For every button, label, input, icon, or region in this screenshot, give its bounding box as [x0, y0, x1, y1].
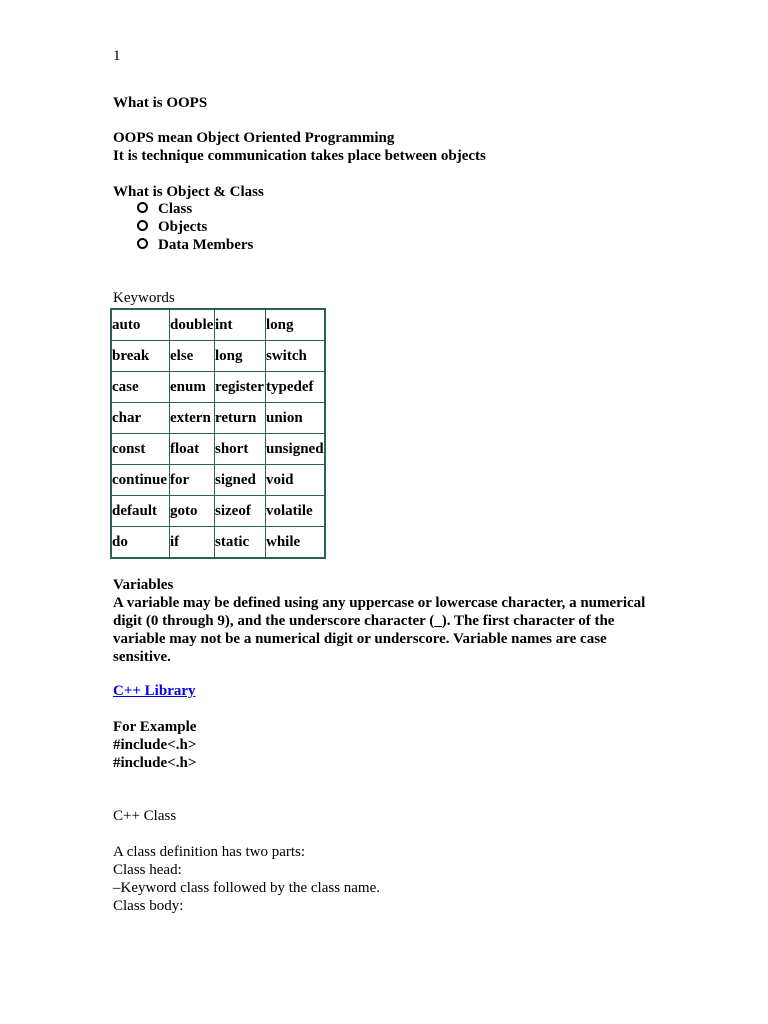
- table-cell: double: [170, 309, 215, 341]
- table-cell: continue: [111, 465, 170, 496]
- table-row: [111, 496, 325, 527]
- table-cell: long: [266, 309, 326, 341]
- table-cell: short: [215, 434, 266, 465]
- bullet-item-objects: Objects: [137, 218, 207, 236]
- table-cell: do: [111, 527, 170, 559]
- table-cell: else: [170, 341, 215, 372]
- table-cell: while: [266, 527, 326, 559]
- example-line-1: #include<.h>: [113, 737, 197, 753]
- table-cell: char: [111, 403, 170, 434]
- table-row: [111, 434, 325, 465]
- table-row: [111, 527, 325, 559]
- table-cell: enum: [170, 372, 215, 403]
- circle-bullet-icon: [137, 202, 148, 213]
- table-row: [111, 372, 325, 403]
- keywords-table: [110, 308, 326, 559]
- table-cell: sizeof: [215, 496, 266, 527]
- cpp-class-heading: C++ Class: [113, 808, 177, 824]
- cpp-class-line-3: –Keyword class followed by the class name.: [113, 880, 381, 896]
- variables-text: A variable may be defined using any uppercase or lowercase character, a numerical digit (0 through 9), and the underscore character (_). The first character of the variable may not be a numerical digit or underscore. Variable names are case sensitive.: [113, 595, 646, 665]
- table-cell: register: [215, 372, 266, 403]
- table-cell: for: [170, 465, 215, 496]
- table-cell: void: [266, 465, 326, 496]
- table-cell: return: [215, 403, 266, 434]
- table-cell: if: [170, 527, 215, 559]
- table-row: [111, 465, 325, 496]
- table-cell: long: [215, 341, 266, 372]
- table-cell: const: [111, 434, 170, 465]
- object-class-heading: What is Object & Class: [113, 184, 264, 200]
- oops-heading: What is OOPS: [113, 95, 208, 111]
- table-cell: goto: [170, 496, 215, 527]
- table-row: [111, 309, 325, 341]
- bullet-item-class: Class: [137, 200, 192, 218]
- oops-line-2: It is technique communication takes place between objects: [113, 148, 486, 164]
- cpp-class-line-1: A class definition has two parts:: [113, 844, 306, 860]
- bullet-item-data-members: Data Members: [137, 236, 253, 254]
- keywords-label: Keywords: [113, 290, 175, 306]
- cpp-class-line-2: Class head:: [113, 862, 182, 878]
- circle-bullet-icon: [137, 238, 148, 249]
- table-row: [111, 341, 325, 372]
- table-cell: volatile: [266, 496, 326, 527]
- table-cell: break: [111, 341, 170, 372]
- table-cell: switch: [266, 341, 326, 372]
- example-heading: For Example: [113, 719, 197, 735]
- table-cell: union: [266, 403, 326, 434]
- table-cell: default: [111, 496, 170, 527]
- variables-heading: Variables: [113, 577, 174, 593]
- table-cell: typedef: [266, 372, 326, 403]
- example-line-2: #include<.h>: [113, 755, 197, 771]
- table-cell: auto: [111, 309, 170, 341]
- table-cell: int: [215, 309, 266, 341]
- table-cell: extern: [170, 403, 215, 434]
- table-cell: case: [111, 372, 170, 403]
- oops-line-1: OOPS mean Object Oriented Programming: [113, 130, 395, 146]
- table-cell: unsigned: [266, 434, 326, 465]
- page-number: 1: [113, 48, 121, 64]
- circle-bullet-icon: [137, 220, 148, 231]
- table-cell: signed: [215, 465, 266, 496]
- table-row: [111, 403, 325, 434]
- table-cell: float: [170, 434, 215, 465]
- table-cell: static: [215, 527, 266, 559]
- cpp-class-line-4: Class body:: [113, 898, 184, 914]
- cpp-library-link[interactable]: C++ Library: [113, 683, 196, 699]
